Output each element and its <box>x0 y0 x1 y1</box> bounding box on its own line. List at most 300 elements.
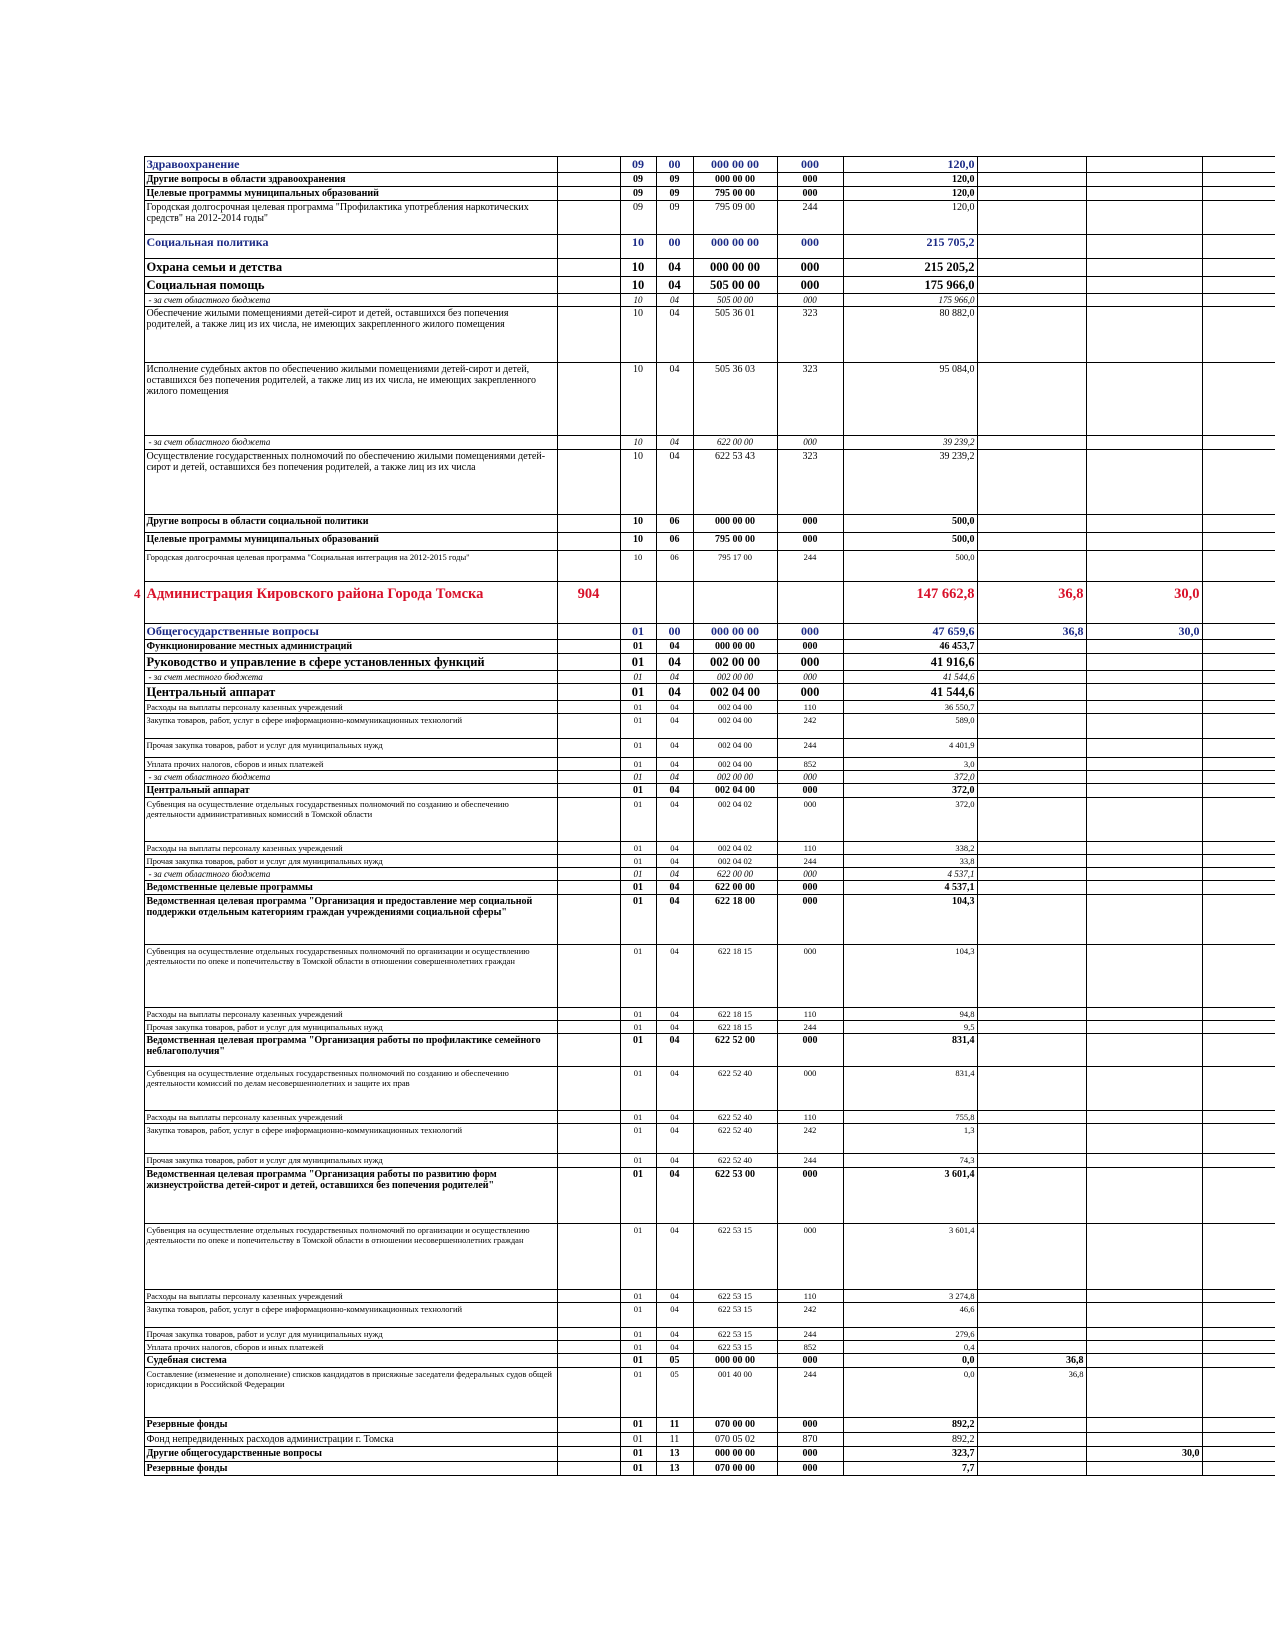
expense-type: 244 <box>777 855 843 868</box>
target-article: 505 00 00 <box>693 294 777 307</box>
extra-amount-1 <box>977 739 1086 758</box>
row-name: Здравоохранение <box>144 157 557 173</box>
extra-amount-2 <box>1086 201 1202 235</box>
row-name: Целевые программы муниципальных образований <box>144 533 557 551</box>
section-code: 01 <box>620 739 656 758</box>
dept-code <box>557 533 620 551</box>
table-row <box>125 758 1275 771</box>
extra-amount-3 <box>1202 551 1275 582</box>
row-number <box>125 1034 144 1067</box>
table-row <box>125 1354 1275 1368</box>
extra-amount-2 <box>1086 1154 1202 1168</box>
extra-amount-1 <box>977 1303 1086 1328</box>
dept-code <box>557 363 620 436</box>
expense-type: 000 <box>777 684 843 701</box>
expense-type: 244 <box>777 201 843 235</box>
target-article: 000 00 00 <box>693 157 777 173</box>
table-row <box>125 701 1275 714</box>
subsection-code: 04 <box>656 640 693 654</box>
amount: 589,0 <box>843 714 977 739</box>
section-code: 01 <box>620 1124 656 1154</box>
extra-amount-1 <box>977 684 1086 701</box>
extra-amount-1 <box>977 1462 1086 1476</box>
table-row <box>125 654 1275 671</box>
row-name: Общегосударственные вопросы <box>144 624 557 640</box>
target-article: 002 04 02 <box>693 855 777 868</box>
subsection-code: 04 <box>656 1168 693 1224</box>
row-number <box>125 654 144 671</box>
extra-amount-2 <box>1086 1290 1202 1303</box>
expense-type: 000 <box>777 187 843 201</box>
row-name: - за счет областного бюджета <box>144 436 557 450</box>
target-article: 622 53 15 <box>693 1303 777 1328</box>
subsection-code: 04 <box>656 1021 693 1034</box>
target-article: 002 00 00 <box>693 771 777 784</box>
extra-amount-3 <box>1202 515 1275 533</box>
extra-amount-2 <box>1086 1008 1202 1021</box>
expense-type: 000 <box>777 654 843 671</box>
dept-code <box>557 1290 620 1303</box>
table-row <box>125 582 1275 624</box>
extra-amount-1 <box>977 363 1086 436</box>
dept-code <box>557 307 620 363</box>
dept-code <box>557 842 620 855</box>
extra-amount-3 <box>1202 640 1275 654</box>
dept-code <box>557 671 620 684</box>
extra-amount-2 <box>1086 1021 1202 1034</box>
row-number <box>125 1124 144 1154</box>
extra-amount-3 <box>1202 235 1275 259</box>
subsection-code: 04 <box>656 758 693 771</box>
table-row <box>125 515 1275 533</box>
expense-type: 000 <box>777 895 843 945</box>
row-name: Субвенция на осуществление отдельных государственных полномочий по организации и осуществлению деятельности по опеке и попечительству в Томской области в отношении совершеннолетних граждан <box>144 945 557 1008</box>
table-row <box>125 855 1275 868</box>
extra-amount-2 <box>1086 307 1202 363</box>
row-number <box>125 157 144 173</box>
target-article: 622 52 40 <box>693 1124 777 1154</box>
target-article: 505 36 03 <box>693 363 777 436</box>
target-article: 000 00 00 <box>693 1447 777 1462</box>
row-name: Прочая закупка товаров, работ и услуг для муниципальных нужд <box>144 855 557 868</box>
extra-amount-3 <box>1202 895 1275 945</box>
table-row <box>125 1008 1275 1021</box>
amount: 41 544,6 <box>843 671 977 684</box>
row-name: - за счет местного бюджета <box>144 671 557 684</box>
dept-code <box>557 771 620 784</box>
subsection-code: 04 <box>656 1290 693 1303</box>
extra-amount-3 <box>1202 1354 1275 1368</box>
row-name: Прочая закупка товаров, работ и услуг для муниципальных нужд <box>144 1154 557 1168</box>
budget-table-sheet <box>125 156 1275 1476</box>
row-number <box>125 798 144 842</box>
expense-type: 244 <box>777 1021 843 1034</box>
extra-amount-3 <box>1202 671 1275 684</box>
row-name: Руководство и управление в сфере установленных функций <box>144 654 557 671</box>
target-article: 000 00 00 <box>693 515 777 533</box>
subsection-code: 04 <box>656 671 693 684</box>
row-number <box>125 771 144 784</box>
dept-code <box>557 714 620 739</box>
row-name: Ведомственная целевая программа "Организация и предоставление мер социальной поддержки отдельным категориям граждан учреждениями социальной сферы" <box>144 895 557 945</box>
subsection-code: 04 <box>656 855 693 868</box>
amount: 4 401,9 <box>843 739 977 758</box>
expense-type: 323 <box>777 450 843 515</box>
table-row <box>125 294 1275 307</box>
extra-amount-1 <box>977 842 1086 855</box>
extra-amount-1 <box>977 1021 1086 1034</box>
subsection-code: 04 <box>656 739 693 758</box>
subsection-code: 04 <box>656 654 693 671</box>
extra-amount-3 <box>1202 945 1275 1008</box>
dept-code <box>557 436 620 450</box>
row-name: Закупка товаров, работ, услуг в сфере информационно-коммуникационных технологий <box>144 1124 557 1154</box>
amount: 120,0 <box>843 201 977 235</box>
row-number <box>125 895 144 945</box>
target-article: 000 00 00 <box>693 1354 777 1368</box>
subsection-code: 06 <box>656 515 693 533</box>
section-code: 01 <box>620 1154 656 1168</box>
amount: 892,2 <box>843 1418 977 1433</box>
extra-amount-2 <box>1086 1368 1202 1418</box>
row-name: Охрана семьи и детства <box>144 259 557 277</box>
extra-amount-2 <box>1086 277 1202 294</box>
target-article: 070 05 02 <box>693 1433 777 1447</box>
row-name: Городская долгосрочная целевая программа "Социальная интеграция на 2012-2015 годы" <box>144 551 557 582</box>
table-row <box>125 363 1275 436</box>
dept-code <box>557 1328 620 1341</box>
extra-amount-3 <box>1202 654 1275 671</box>
extra-amount-1 <box>977 157 1086 173</box>
row-number <box>125 868 144 881</box>
row-name: Расходы на выплаты персоналу казенных учреждений <box>144 1290 557 1303</box>
row-name: Социальная политика <box>144 235 557 259</box>
table-row <box>125 1328 1275 1341</box>
target-article: 002 04 02 <box>693 842 777 855</box>
amount: 500,0 <box>843 551 977 582</box>
section-code: 09 <box>620 157 656 173</box>
target-article: 622 00 00 <box>693 881 777 895</box>
expense-type: 110 <box>777 1111 843 1124</box>
dept-code <box>557 1168 620 1224</box>
subsection-code: 04 <box>656 450 693 515</box>
target-article: 000 00 00 <box>693 235 777 259</box>
amount: 94,8 <box>843 1008 977 1021</box>
row-name: Уплата прочих налогов, сборов и иных платежей <box>144 758 557 771</box>
extra-amount-1 <box>977 235 1086 259</box>
section-code <box>620 582 656 624</box>
table-row <box>125 771 1275 784</box>
table-row <box>125 684 1275 701</box>
extra-amount-1 <box>977 758 1086 771</box>
amount: 0,0 <box>843 1354 977 1368</box>
subsection-code: 04 <box>656 294 693 307</box>
row-number <box>125 533 144 551</box>
section-code: 01 <box>620 1447 656 1462</box>
dept-code <box>557 1008 620 1021</box>
extra-amount-3 <box>1202 1021 1275 1034</box>
table-row <box>125 187 1275 201</box>
extra-amount-3 <box>1202 784 1275 798</box>
row-number <box>125 1168 144 1224</box>
section-code: 01 <box>620 784 656 798</box>
extra-amount-3 <box>1202 1433 1275 1447</box>
extra-amount-1 <box>977 551 1086 582</box>
row-number <box>125 201 144 235</box>
extra-amount-3 <box>1202 714 1275 739</box>
expense-type: 110 <box>777 1008 843 1021</box>
extra-amount-2 <box>1086 1328 1202 1341</box>
target-article: 002 04 00 <box>693 784 777 798</box>
expense-type: 244 <box>777 1154 843 1168</box>
extra-amount-2 <box>1086 842 1202 855</box>
section-code: 10 <box>620 259 656 277</box>
amount: 175 966,0 <box>843 294 977 307</box>
extra-amount-1 <box>977 1447 1086 1462</box>
extra-amount-1 <box>977 895 1086 945</box>
row-name: Уплата прочих налогов, сборов и иных платежей <box>144 1341 557 1354</box>
row-name: Городская долгосрочная целевая программа "Профилактика употребления наркотических средств" на 2012-2014 годы" <box>144 201 557 235</box>
row-name: Расходы на выплаты персоналу казенных учреждений <box>144 701 557 714</box>
target-article: 795 00 00 <box>693 533 777 551</box>
extra-amount-1 <box>977 515 1086 533</box>
row-number <box>125 1462 144 1476</box>
extra-amount-1 <box>977 1341 1086 1354</box>
extra-amount-3 <box>1202 842 1275 855</box>
table-row <box>125 881 1275 895</box>
amount: 323,7 <box>843 1447 977 1462</box>
expense-type: 000 <box>777 624 843 640</box>
extra-amount-3 <box>1202 701 1275 714</box>
extra-amount-3 <box>1202 436 1275 450</box>
amount: 104,3 <box>843 895 977 945</box>
row-number <box>125 259 144 277</box>
amount: 9,5 <box>843 1021 977 1034</box>
extra-amount-1 <box>977 945 1086 1008</box>
amount: 7,7 <box>843 1462 977 1476</box>
extra-amount-2 <box>1086 945 1202 1008</box>
extra-amount-2 <box>1086 1034 1202 1067</box>
expense-type: 000 <box>777 235 843 259</box>
dept-code <box>557 624 620 640</box>
row-name: Целевые программы муниципальных образований <box>144 187 557 201</box>
extra-amount-2 <box>1086 436 1202 450</box>
dept-code <box>557 895 620 945</box>
extra-amount-1 <box>977 450 1086 515</box>
expense-type: 000 <box>777 259 843 277</box>
extra-amount-2 <box>1086 881 1202 895</box>
subsection-code: 04 <box>656 1008 693 1021</box>
row-name: - за счет областного бюджета <box>144 868 557 881</box>
dept-code <box>557 1111 620 1124</box>
target-article <box>693 582 777 624</box>
extra-amount-3 <box>1202 1418 1275 1433</box>
expense-type: 000 <box>777 294 843 307</box>
table-row <box>125 1303 1275 1328</box>
extra-amount-1 <box>977 771 1086 784</box>
row-name: Субвенция на осуществление отдельных государственных полномочий по созданию и обеспечению деятельности административных комиссий в Томской области <box>144 798 557 842</box>
extra-amount-1 <box>977 701 1086 714</box>
subsection-code: 09 <box>656 173 693 187</box>
section-code: 10 <box>620 533 656 551</box>
target-article: 622 53 00 <box>693 1168 777 1224</box>
subsection-code: 04 <box>656 277 693 294</box>
table-row <box>125 157 1275 173</box>
table-row <box>125 1124 1275 1154</box>
row-number <box>125 436 144 450</box>
section-code: 01 <box>620 1168 656 1224</box>
extra-amount-3 <box>1202 855 1275 868</box>
section-code: 01 <box>620 1224 656 1290</box>
subsection-code: 13 <box>656 1447 693 1462</box>
row-number <box>125 173 144 187</box>
amount: 3 274,8 <box>843 1290 977 1303</box>
row-name: Другие общегосударственные вопросы <box>144 1447 557 1462</box>
row-number <box>125 1067 144 1111</box>
amount: 1,3 <box>843 1124 977 1154</box>
extra-amount-2 <box>1086 684 1202 701</box>
row-name: Закупка товаров, работ, услуг в сфере информационно-коммуникационных технологий <box>144 714 557 739</box>
target-article: 622 53 15 <box>693 1341 777 1354</box>
extra-amount-2 <box>1086 1224 1202 1290</box>
dept-code <box>557 1418 620 1433</box>
target-article: 001 40 00 <box>693 1368 777 1418</box>
dept-code <box>557 1462 620 1476</box>
expense-type: 000 <box>777 1354 843 1368</box>
section-code: 01 <box>620 1368 656 1418</box>
row-number <box>125 714 144 739</box>
extra-amount-2 <box>1086 1433 1202 1447</box>
extra-amount-3 <box>1202 157 1275 173</box>
extra-amount-2 <box>1086 294 1202 307</box>
subsection-code: 04 <box>656 701 693 714</box>
row-number <box>125 1328 144 1341</box>
section-code: 01 <box>620 684 656 701</box>
table-row <box>125 1224 1275 1290</box>
dept-code <box>557 201 620 235</box>
section-code: 01 <box>620 1034 656 1067</box>
section-code: 10 <box>620 450 656 515</box>
row-number <box>125 701 144 714</box>
amount: 46,6 <box>843 1303 977 1328</box>
extra-amount-2 <box>1086 259 1202 277</box>
section-code: 01 <box>620 1303 656 1328</box>
expense-type: 000 <box>777 1418 843 1433</box>
extra-amount-2: 30,0 <box>1086 582 1202 624</box>
expense-type: 000 <box>777 157 843 173</box>
row-number <box>125 515 144 533</box>
subsection-code: 00 <box>656 624 693 640</box>
extra-amount-3 <box>1202 881 1275 895</box>
row-name: Осуществление государственных полномочий по обеспечению жилыми помещениями детей-сирот и детей, оставшихся без попечения родителей, а также лиц из их числа <box>144 450 557 515</box>
section-code: 01 <box>620 1341 656 1354</box>
row-number <box>125 1154 144 1168</box>
budget-table-body <box>125 157 1275 1476</box>
amount: 892,2 <box>843 1433 977 1447</box>
section-code: 01 <box>620 895 656 945</box>
row-name: Составление (изменение и дополнение) списков кандидатов в присяжные заседатели федеральных судов общей юрисдикции в Российской Федерации <box>144 1368 557 1418</box>
extra-amount-1: 36,8 <box>977 1368 1086 1418</box>
target-article: 002 04 00 <box>693 701 777 714</box>
amount: 4 537,1 <box>843 881 977 895</box>
section-code: 01 <box>620 798 656 842</box>
row-number <box>125 1111 144 1124</box>
row-number <box>125 881 144 895</box>
row-number <box>125 1354 144 1368</box>
extra-amount-2 <box>1086 739 1202 758</box>
extra-amount-1 <box>977 1290 1086 1303</box>
table-row <box>125 1290 1275 1303</box>
extra-amount-3 <box>1202 1328 1275 1341</box>
extra-amount-1 <box>977 277 1086 294</box>
extra-amount-2 <box>1086 551 1202 582</box>
extra-amount-3 <box>1202 684 1275 701</box>
subsection-code: 05 <box>656 1368 693 1418</box>
amount: 500,0 <box>843 515 977 533</box>
dept-code <box>557 758 620 771</box>
subsection-code: 09 <box>656 201 693 235</box>
subsection-code: 04 <box>656 945 693 1008</box>
table-row <box>125 436 1275 450</box>
row-number <box>125 1303 144 1328</box>
table-row <box>125 1067 1275 1111</box>
row-name: Расходы на выплаты персоналу казенных учреждений <box>144 1111 557 1124</box>
row-name: Ведомственные целевые программы <box>144 881 557 895</box>
extra-amount-1 <box>977 294 1086 307</box>
extra-amount-1 <box>977 1224 1086 1290</box>
amount: 47 659,6 <box>843 624 977 640</box>
subsection-code: 13 <box>656 1462 693 1476</box>
expense-type: 000 <box>777 671 843 684</box>
row-number <box>125 551 144 582</box>
table-row <box>125 1341 1275 1354</box>
extra-amount-2 <box>1086 1354 1202 1368</box>
subsection-code: 04 <box>656 436 693 450</box>
table-row <box>125 1433 1275 1447</box>
expense-type: 852 <box>777 1341 843 1354</box>
subsection-code: 04 <box>656 895 693 945</box>
target-article: 002 04 00 <box>693 739 777 758</box>
target-article: 622 53 43 <box>693 450 777 515</box>
extra-amount-1 <box>977 1154 1086 1168</box>
extra-amount-3 <box>1202 1447 1275 1462</box>
dept-code <box>557 1368 620 1418</box>
amount: 95 084,0 <box>843 363 977 436</box>
row-number <box>125 684 144 701</box>
amount: 338,2 <box>843 842 977 855</box>
target-article: 070 00 00 <box>693 1418 777 1433</box>
table-row <box>125 1418 1275 1433</box>
extra-amount-2 <box>1086 187 1202 201</box>
subsection-code: 04 <box>656 1067 693 1111</box>
expense-type: 000 <box>777 533 843 551</box>
extra-amount-1 <box>977 855 1086 868</box>
expense-type: 852 <box>777 758 843 771</box>
section-code: 10 <box>620 277 656 294</box>
extra-amount-3 <box>1202 771 1275 784</box>
row-name: Социальная помощь <box>144 277 557 294</box>
dept-code <box>557 187 620 201</box>
row-number <box>125 624 144 640</box>
table-row <box>125 533 1275 551</box>
extra-amount-2 <box>1086 157 1202 173</box>
amount: 41 916,6 <box>843 654 977 671</box>
dept-code <box>557 640 620 654</box>
target-article: 000 00 00 <box>693 640 777 654</box>
section-code: 01 <box>620 1111 656 1124</box>
extra-amount-3 <box>1202 1290 1275 1303</box>
subsection-code: 00 <box>656 235 693 259</box>
